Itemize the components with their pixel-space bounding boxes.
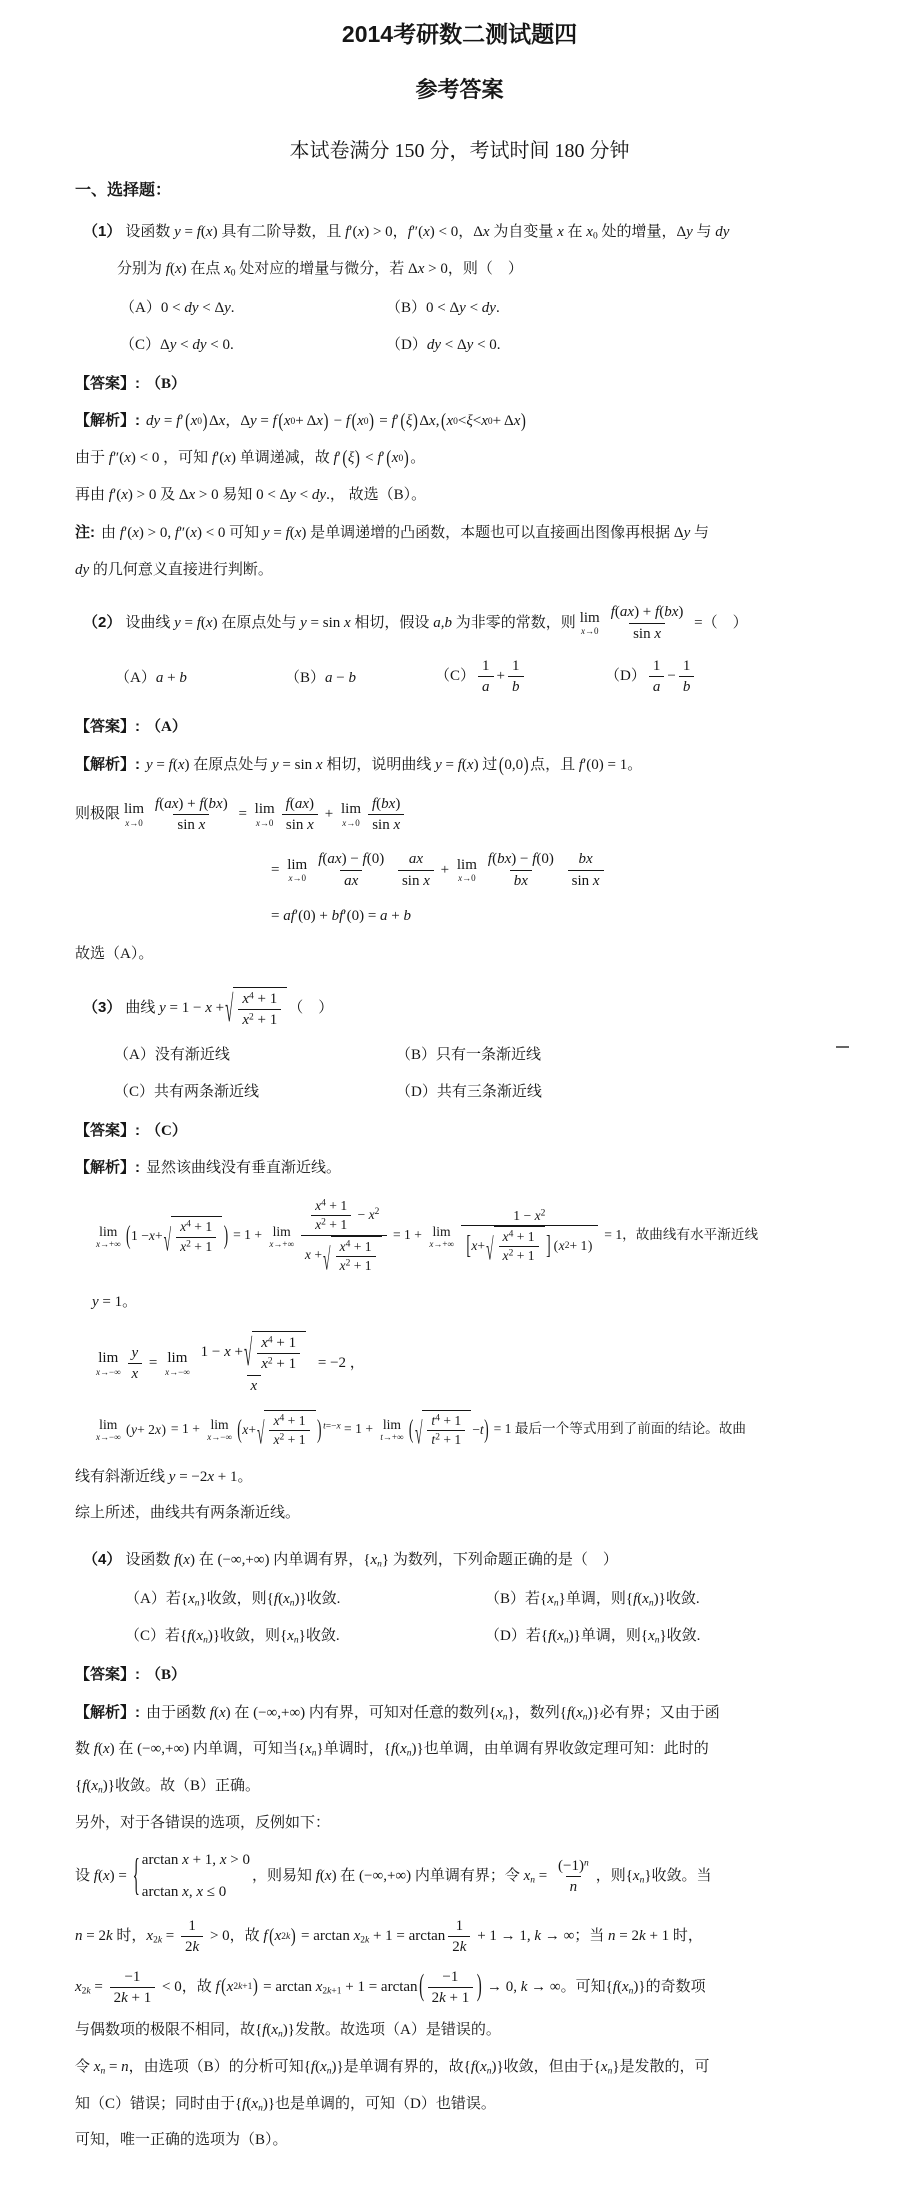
q4-analysis-line-7 [75, 1967, 844, 2009]
q2-stem [75, 602, 844, 644]
math-line: 分别为 f(x) 在点 $x_0$ 处对应的增量与微分，若 Δx > 0，则（ ） [117, 260, 523, 279]
math-line: lim x→−∞ ( y + 2 x ) = 1 + lim x→−∞ ( x + √ $\frac{x^4 + 1}{x^2 + 1}$ ) $^{t=-x}$ = 1 + lim t→+∞ ( √ $\frac{t^4 + 1}{t^2 + 1}$ − t ) = 1 最后一个等式用到了前面的结论。故曲 [92, 1421, 746, 1436]
page-subtitle: 参考答案 [415, 77, 504, 102]
q2-option-b: （B）a − b [285, 670, 357, 687]
q1-stem-line-2 [75, 256, 844, 284]
math-line: dy = f′ ( x 0 ) Δx，Δy = f ( x 0 + Δ x ) − f ( x 0 ) = f′ ( ξ ) Δx, ( x 0 < ξ < x 0 + Δ x ) [146, 411, 526, 433]
math-line: 由于函数 f(x) 在 (−∞,+∞) 内有界，可知对任意的数列$\{x_n\}$，数列$\{f(x_n)\}$必有界；又由于函 [146, 1704, 720, 1722]
math-line: 令 $x_n = n$，由选项（B）的分析可知$\{f(x_n)\}$是单调有界的，故$\{f(x_n)\}$收敛，但由于$\{x_n\}$是发散的，可 [75, 2058, 710, 2077]
q1-analysis-line-2 [75, 445, 844, 473]
math-line: = af′(0) + bf′(0) = a + b [271, 907, 411, 924]
q1-note-line-1 [75, 519, 844, 548]
q3-analysis-intro [75, 1154, 844, 1183]
q4-option-c: （C）若$\{f(x_n)\}$收敛，则$\{x_n\}$收敛. [125, 1627, 340, 1646]
math-line: y = f(x) 在原点处与 y = sin x 相切，说明曲线 y = f(x) 过 ( 0,0 ) 点，且 f′(0) = 1。 [146, 755, 643, 777]
math-line: 设 f(x) = { arctan x + 1, x > 0 arctan x, x ≤ 0 ，则易知 f(x) 在 (−∞,+∞) 内单调有界；令 $x_n$ = $\frac{(-1)^n}{n}$ ，则$\{x_n\}$收敛。当 [75, 1851, 712, 1901]
q3-option-b: （B）只有一条渐近线 [396, 1046, 542, 1063]
q1-note-line-2 [75, 557, 844, 585]
q1-option-a: （A）0 < dy < Δy. [120, 299, 235, 316]
q3-option-d: （D）共有三条渐近线 [396, 1083, 542, 1100]
q3-display-3 [92, 1410, 844, 1450]
q4-option-d: （D）若$\{f(x_n)\}$单调，则$\{x_n\}$收敛. [485, 1627, 701, 1646]
exam-info: 本试卷满分 150 分，考试时间 180 分钟 [289, 140, 630, 162]
q2-option-a: （A）a + b [115, 670, 187, 687]
math-line: 设函数 f(x) 在 (−∞,+∞) 内单调有界，$\{x_n\}$ 为数列，下列命题正确的是（ ） [125, 1552, 618, 1570]
q3-answer-line [75, 1117, 844, 1146]
math-line: y = 1。 [92, 1294, 138, 1311]
q2-number: （2） [83, 613, 122, 631]
q3-stem [75, 987, 844, 1031]
analysis-label: 【解析】: [75, 412, 140, 430]
scan-artifact [836, 1046, 849, 1048]
q1-analysis-line-1 [75, 407, 844, 436]
math-line: 曲线 y = 1 − x + √ $\frac{x^4 + 1}{x^2 + 1}$ （ ） [125, 1000, 333, 1016]
q3-options [114, 1043, 844, 1101]
math-line: 由 f′(x) > 0, f″(x) < 0 可知 y = f(x) 是单调递增的凸函数，本题也可以直接画出图像再根据 Δy 与 [101, 524, 709, 541]
q2-answer-line [75, 713, 844, 742]
math-line: 线有斜渐近线 y = −2x + 1。 [75, 1468, 253, 1485]
q3-option-a: （A）没有渐近线 [114, 1046, 230, 1063]
q4-analysis-line-8 [75, 2017, 844, 2045]
q2-answer-value: （A） [146, 719, 187, 736]
q1-option-d: （D）dy < Δy < 0. [386, 336, 501, 353]
math-line: 由于 f″(x) < 0 ，可知 f′(x) 单调递减，故 f′ ( ξ ) < f′ ( x 0 ) 。 [75, 448, 426, 470]
question-4 [75, 1546, 844, 2155]
q3-tail-line-1 [75, 1464, 844, 1492]
math-line: 知（C）错误；同时由于$\{f(x_n)\}$也是单调的，可知（D）也错误。 [75, 2095, 496, 2113]
q2-display-2 [271, 849, 844, 891]
q4-analysis-line-2 [75, 1736, 844, 1764]
math-line: lim x→+∞ ( 1 − x + √ $\frac{x^4 + 1}{x^2 + 1}$ ) = 1 + lim x→+∞ $\frac{x^4 + 1}{x^2 + 1}$ − $x^2$ x + √ $\frac{x^4 + 1}{x^2 + 1}$ = 1 + lim x→+∞ $1 - x^2$ [ x + √ $\frac{x^4 + 1}{x^2 + 1}$ ] ( x 2 + 1 ) = 1，故曲线有水平渐近线 [96, 1198, 759, 1277]
math-line: 设函数 y = f(x) 具有二阶导数，且 f′(x) > 0，f″(x) < 0，Δx 为自变量 x 在 $x_0$ 处的增量，Δy 与 dy [125, 224, 730, 242]
answer-label: 【答案】: [75, 718, 140, 736]
answer-label: 【答案】: [75, 374, 140, 392]
q2-display-3 [271, 905, 844, 928]
q4-option-b: （B）若$\{x_n\}$单调，则$\{f(x_n)\}$收敛. [485, 1590, 700, 1609]
math-line: 则极限 lim x→0 $\frac{f(ax) + f(bx)}{\text{sin x}}$ = lim x→0 $\frac{f(ax)}{\text{sin x}}$ + lim x→0 $\frac{f(bx)}{\text{sin x}}$ [75, 806, 407, 822]
question-2 [75, 602, 844, 969]
q3-line-y1 [92, 1289, 844, 1317]
q3-display-2 [92, 1331, 844, 1396]
q2-option-d: （D） $\frac{1}{a}$ − $\frac{1}{b}$ [605, 656, 844, 698]
math-line: n = 2k 时，$x_{2k}$ = $\frac{1}{2k}$ > 0，故 f ( x 2k ) = $\arctan x_{2k} + 1 = \arctan$ $\frac{1}{2k}$ + 1 → 1, k → ∞；当 n = 2k + 1 时， [75, 1928, 703, 1944]
q2-display-1 [75, 794, 844, 836]
q1-number: （1） [83, 223, 122, 240]
q4-stem [75, 1546, 844, 1575]
math-line: 再由 f′(x) > 0 及 Δx > 0 易知 0 < Δy < dy.， 故选（B）。 [75, 487, 427, 504]
math-line: dy 的几何意义直接进行判断。 [75, 561, 273, 578]
q4-analysis-line-11 [75, 2127, 844, 2155]
q1-options [120, 296, 844, 354]
q4-analysis-line-1 [75, 1699, 844, 1728]
q1-analysis-line-3 [75, 482, 844, 510]
q1-option-c: （C）Δy < dy < 0. [120, 336, 234, 353]
analysis-label: 【解析】: [75, 1703, 140, 1721]
q4-analysis-line-4 [75, 1810, 844, 1838]
analysis-label: 【解析】: [75, 756, 140, 774]
math-line: = lim x→0 $\frac{f(ax) - f(0)}{ax}$ $\frac{ax}{\text{sin x}}$ + lim x→0 $\frac{f(bx) - f(0)}{bx}$ $\frac{bx}{\text{sin x}}$ [271, 862, 607, 878]
q2-option-c: （C） $\frac{1}{a}$ + $\frac{1}{b}$ [435, 656, 605, 698]
question-3 [75, 987, 844, 1528]
math-line: 显然该曲线没有垂直渐近线。 [146, 1160, 342, 1177]
q4-analysis-line-10 [75, 2091, 844, 2119]
q2-options [115, 656, 844, 698]
question-1 [75, 218, 844, 584]
q1-answer-line [75, 370, 844, 399]
q3-answer-value: （C） [146, 1122, 187, 1139]
q4-option-a: （A）若$\{x_n\}$收敛，则$\{f(x_n)\}$收敛. [125, 1590, 341, 1609]
q3-option-c: （C）共有两条渐近线 [114, 1083, 260, 1100]
q4-analysis-line-6 [75, 1916, 844, 1958]
math-line: 设曲线 y = f(x) 在原点处与 y = sin x 相切，假设 a,b 为非零的常数，则 lim x→0 $\frac{f(ax) + f(bx)}{\text{sin x}}$ =（ ） [125, 615, 747, 631]
q1-option-b: （B）0 < Δy < dy. [386, 299, 500, 316]
q4-options [125, 1587, 844, 1645]
q4-number: （4） [83, 1551, 122, 1569]
math-line: $x_{2k}$ = $\frac{-1}{2k + 1}$ < 0，故 f ( x 2k+1 ) = $\arctan x_{2k+1} + 1 = \arctan$ ( $\frac{-1}{2k + 1}$ ) → 0, k → ∞。可知$\{f(x_n)\}$的奇数项 [75, 1979, 706, 1995]
q4-answer-value: （B） [146, 1666, 187, 1683]
q1-answer-value: （B） [146, 375, 187, 392]
q4-analysis-line-3 [75, 1773, 844, 1801]
page-title: 2014考研数二测试题四 [341, 21, 578, 47]
math-line: 可知，唯一正确的选项为（B）。 [75, 2132, 288, 2149]
q1-stem-line-1 [75, 218, 844, 247]
q4-analysis-line-5 [75, 1847, 844, 1908]
math-line: 数 f(x) 在 (−∞,+∞) 内单调，可知当$\{x_n\}$单调时，$\{f(x_n)\}$也单调，由单调有界收敛定理可知：此时的 [75, 1741, 709, 1759]
math-line: $\{f(x_n)\}$收敛。故（B）正确。 [75, 1778, 261, 1796]
math-line: 故选（A）。 [75, 946, 154, 963]
q2-closing [75, 941, 844, 969]
q3-number: （3） [83, 999, 122, 1017]
q3-display-1 [92, 1197, 844, 1275]
q4-analysis-line-9 [75, 2054, 844, 2082]
q3-tail-line-2 [75, 1500, 844, 1528]
answer-label: 【答案】: [75, 1665, 140, 1683]
q4-answer-line [75, 1661, 844, 1690]
math-line: 另外，对于各错误的选项，反例如下： [75, 1814, 331, 1831]
answer-label: 【答案】: [75, 1121, 140, 1139]
math-line: 综上所述，曲线共有两条渐近线。 [75, 1505, 301, 1522]
math-line: lim x→−∞ $\frac{y}{x}$ = lim x→−∞ 1 − x + √ $\frac{x^4 + 1}{x^2 + 1}$ x = −2 ， [92, 1355, 365, 1371]
note-label: 注: [75, 523, 95, 541]
section-heading: 一、选择题： [75, 182, 172, 199]
math-line: 与偶数项的极限不相同，故$\{f(x_n)\}$发散。故选项（A）是错误的。 [75, 2022, 501, 2040]
analysis-label: 【解析】: [75, 1159, 140, 1177]
q2-analysis-intro [75, 751, 844, 780]
